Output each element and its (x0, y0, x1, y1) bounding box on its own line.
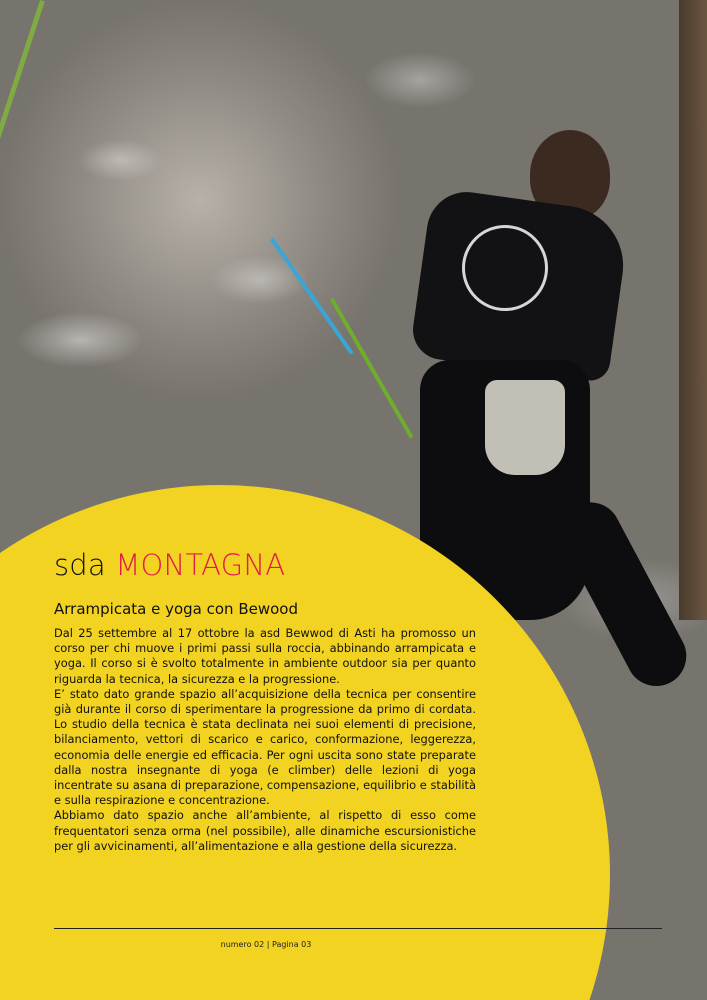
green-rope (0, 0, 45, 410)
bewood-logo (462, 225, 548, 311)
green-rope-lower (330, 298, 413, 439)
chalk-bag (485, 380, 565, 475)
brand-label: sda (54, 548, 106, 582)
blue-quickdraw (270, 238, 354, 355)
section-label: MONTAGNA (115, 548, 286, 582)
page-number: numero 02 | Pagina 03 (220, 940, 312, 949)
tree-trunk (679, 0, 707, 620)
article-content (54, 548, 476, 854)
paragraph-1: Dal 25 settembre al 17 ottobre la asd Bewwod di Asti ha promosso un corso per chi muove i primi passi sulla roccia, abbinando arrampicata e yoga. Il corso si è svolto totalmente in ambiente outdoor sia per quanto riguarda la tecnica, la sicurezza e la progressione. (54, 626, 476, 686)
article-body (54, 626, 476, 854)
paragraph-2: E’ stato dato grande spazio all’acquisizione della tecnica per consentire già durante il corso di sperimentare la progressione da primo di cordata. Lo studio della tecnica è stata declinata nei suoi elementi di precisione, bilanciamento, vettori di scarico e carico, conformazione, leggerezza, economia delle energie ed efficacia. Per ogni uscita sono state preparate dalla nostra insegnante di yoga (e climber) delle lezioni di yoga incentrate su asana di preparazione, compensazione, equilibrio e stabilità e sulla respirazione e concentrazione. (54, 686, 476, 808)
article-title: Arrampicata e yoga con Bewood (54, 600, 298, 618)
paragraph-3: Abbiamo dato spazio anche all’ambiente, al rispetto di esso come frequentatori senza orma (nel possibile), alle dinamiche escursionistiche per gli avvicinamenti, all’alimentazione e alla gestione della sicurezza. (54, 808, 476, 853)
section-heading (54, 548, 476, 582)
footer-divider (54, 928, 662, 929)
